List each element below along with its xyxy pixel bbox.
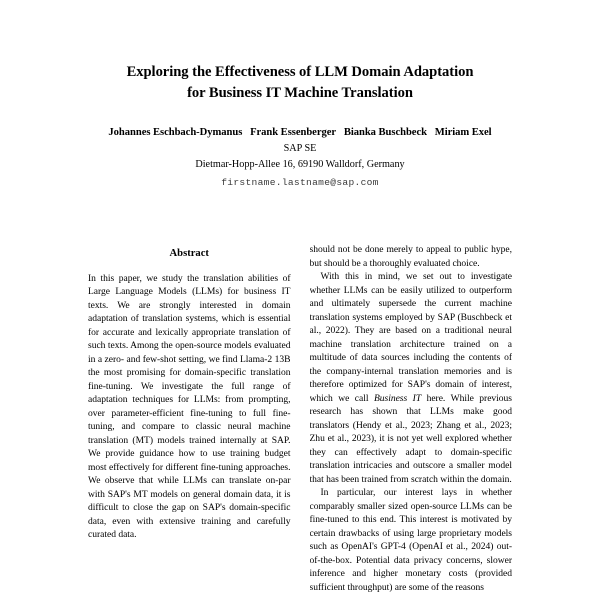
page-title [88,62,512,104]
paper-header [88,0,512,190]
affiliation: SAP SE [283,142,317,154]
body-paragraph: In particular, our interest lays in whether comparably smaller sized open-source LLMs can be fine-tuned to this end. This interest is motivated by certain drawbacks of using large proprietary models such as OpenAI's GPT-4 (OpenAI et al., 2024) out-of-the-box. Potential data privacy concerns, slower inference and higher monetary costs (provided sufficient throughput) are some of the reasons [309,487,512,593]
title-line-1: Exploring the Effectiveness of LLM Domain Adaptation [126,64,474,80]
italic-term: Business IT [373,392,422,404]
address: Dietmar-Hopp-Allee 16, 69190 Walldorf, Germany [195,158,405,170]
abstract-paragraph: In this paper, we study the translation abilities of Large Language Models (LLMs) for business IT texts. We are strongly interested in domain adaptation of translation systems, which is essential for accurate and lexically appropriate translation of such texts. Among the open-source models evaluated in a zero- and few-shot setting, we find Llama-2 13B the most promising for domain-specific translation fine-tuning. We investigate the full range of adaptation techniques for LLMs: from prompting, over parameter-efficient fine-tuning to full fine-tuning, and compare to classic neural machine translation (MT) models trained internally at SAP. We provide guidance how to use training budget most effectively for different fine-tuning approaches. We observe that while LLMs can translate on-par with SAP's MT models on general domain data, it is difficult to close the gap on SAP's domain-specific data, even with extensive training and carefully curated data. [88,272,291,541]
left-column [88,243,291,600]
body-paragraph: With this in mind, we set out to investigate whether LLMs can be easily utilized to outperform and ultimately supersede the current machine translation systems employed by SAP (Buschbeck et al., 2022). They are based on a traditional neural machine translation architecture trained on a multitude of data sources including the contents of the company-internal translation memories and is therefore optimized for SAP's domain of interest, which we call Business IT here. While previous research has shown that LLMs make good translators (Hendy et al., 2023; Zhang et al., 2023; Zhu et al., 2023), it is not yet well explored whether they can effectively adapt to domain-specific translation intricacies and outscore a smaller model that has been trained from scratch within the domain. [309,271,512,485]
author-name: Miriam Exel [434,127,492,139]
author-name: Frank Essenberger [250,127,337,139]
title-line-2: for Business IT Machine Translation [187,85,413,102]
abstract-heading: Abstract [169,248,209,259]
contact-email: firstname.lastname@sap.com [221,176,379,188]
right-column [310,243,513,600]
author-name: Johannes Eschbach-Dymanus [108,127,243,139]
body-paragraph: should not be done merely to appeal to public hype, but should be a thoroughly evaluated choice. [309,244,512,269]
author-list [88,126,512,140]
author-name: Bianka Buschbeck [343,127,427,139]
body-columns [88,243,512,600]
